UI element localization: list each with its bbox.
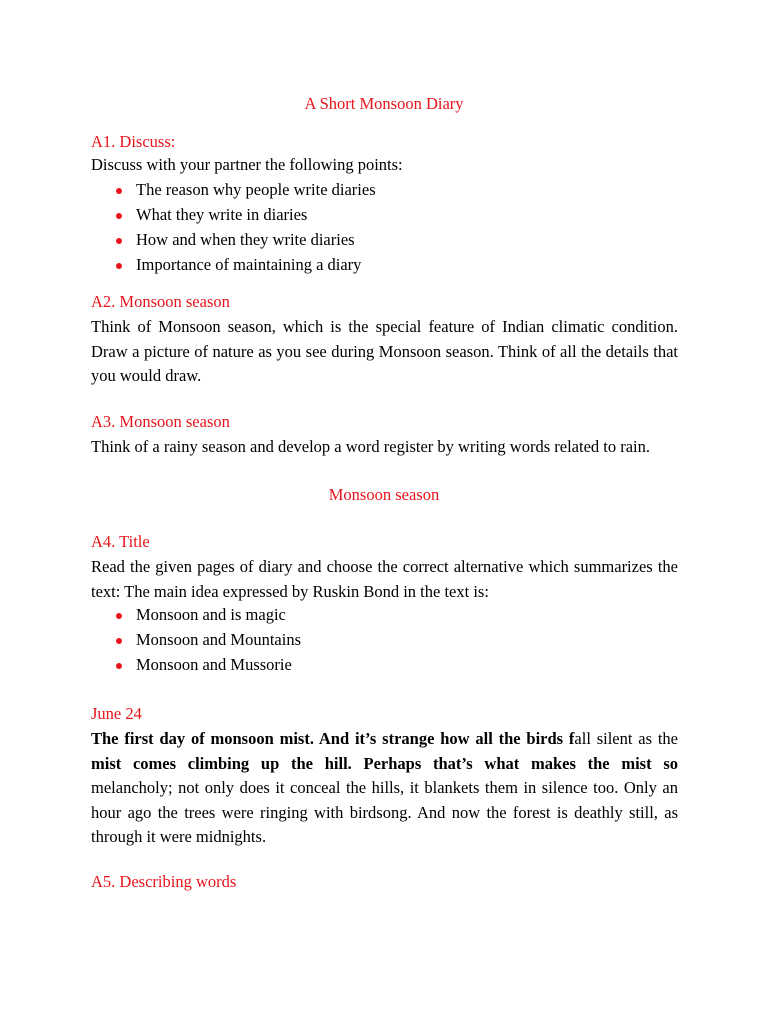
- a4-heading: A4. Title: [91, 532, 150, 551]
- list-item: Importance of maintaining a diary: [91, 254, 376, 279]
- a3-center-label: Monsoon season: [328, 485, 440, 504]
- list-item: What they write in diaries: [91, 204, 376, 229]
- a1-bullet-list: [91, 179, 376, 279]
- a4-bullet-list: [91, 604, 301, 679]
- document-title: A Short Monsoon Diary: [304, 94, 464, 113]
- list-item: How and when they write diaries: [91, 229, 376, 254]
- a2-text: Think of Monsoon season, which is the special feature of Indian climatic condition. Draw a picture of nature as you see during Monsoon season. Think of all the details that you would draw.: [91, 317, 678, 385]
- bullet-icon: [116, 263, 122, 269]
- a3-heading: A3. Monsoon season: [91, 412, 230, 431]
- list-item: The reason why people write diaries: [91, 179, 376, 204]
- bullet-icon: [116, 663, 122, 669]
- list-item: Monsoon and Mountains: [91, 629, 301, 654]
- a2-heading: A2. Monsoon season: [91, 292, 230, 311]
- diary-entry: [91, 727, 678, 850]
- bullet-icon: [116, 213, 122, 219]
- a5-heading: A5. Describing words: [91, 872, 237, 891]
- list-item: Monsoon and is magic: [91, 604, 301, 629]
- a3-text: Think of a rainy season and develop a word register by writing words related to rain.: [91, 437, 651, 456]
- bullet-icon: [116, 613, 122, 619]
- diary-date: June 24: [91, 704, 142, 723]
- bullet-icon: [116, 638, 122, 644]
- a1-intro: Discuss with your partner the following points:: [91, 155, 403, 174]
- list-item: Monsoon and Mussorie: [91, 654, 301, 679]
- a1-heading: A1. Discuss:: [91, 132, 176, 151]
- a4-text: Read the given pages of diary and choose the correct alternative which summarizes the text: The main idea expressed by Ruskin Bond in the text is:: [91, 557, 678, 601]
- bullet-icon: [116, 238, 122, 244]
- diary-line-2: mist comes climbing up the hill. Perhaps that’s what makes the mist so: [91, 753, 678, 773]
- bullet-icon: [116, 188, 122, 194]
- diary-line-1: The first day of monsoon mist. And it’s strange how all the birds fall silent as the: [91, 729, 678, 748]
- diary-rest: melancholy; not only does it conceal the hills, it blankets them in silence too. Only an hour ago the trees were ringing with birdsong. And now the forest is deathly still, as through it were midnights.: [91, 778, 678, 846]
